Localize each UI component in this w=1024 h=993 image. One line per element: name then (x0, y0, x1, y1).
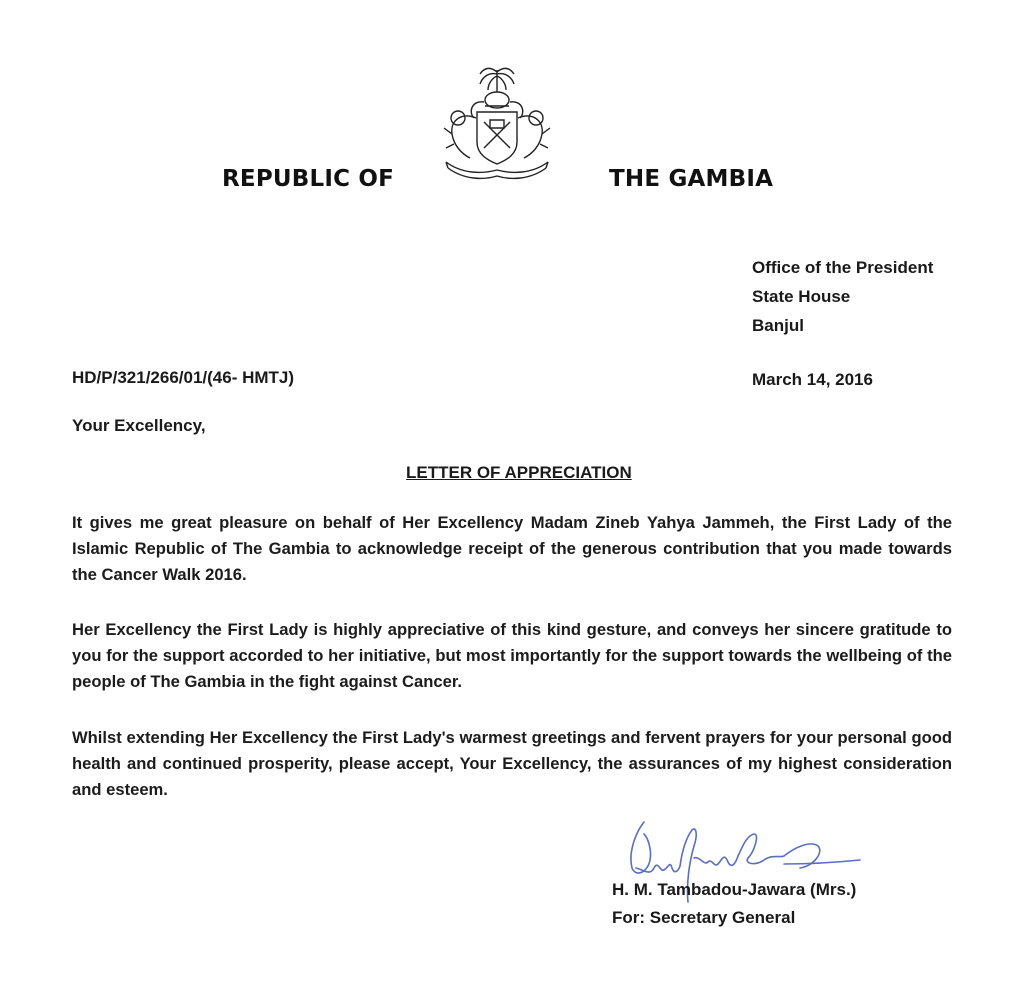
coat-of-arms-icon (432, 62, 562, 184)
reference-number: HD/P/321/266/01/(46- HMTJ) (72, 368, 295, 387)
signer-name: H. M. Tambadou-Jawara (Mrs.) (612, 880, 857, 899)
body-paragraph: Her Excellency the First Lady is highly appreciative of this kind gesture, and conveys her sincere gratitude to you for the support accorded to her initiative, but most importantly for the support towards the wellbeing of the people of The Gambia in the fight against Cancer. (72, 620, 952, 691)
office-line: State House (752, 287, 851, 306)
office-line: Banjul (752, 316, 804, 335)
signature-block (612, 876, 856, 932)
office-address (752, 253, 933, 340)
heading-republic-of: REPUBLIC OF (222, 166, 395, 192)
body-paragraph: Whilst extending Her Excellency the First Lady's warmest greetings and fervent prayers for your personal good health and continued prosperity, please accept, Your Excellency, the assurances of my highest consideration and esteem. (72, 728, 952, 799)
letter-subject: LETTER OF APPRECIATION (406, 463, 632, 482)
heading-the-gambia: THE GAMBIA (609, 166, 774, 192)
body-paragraph: It gives me great pleasure on behalf of Her Excellency Madam Zineb Yahya Jammeh, the First Lady of the Islamic Republic of The Gambia to acknowledge receipt of the generous contribution that you made towards the Cancer Walk 2016. (72, 513, 952, 584)
salutation: Your Excellency, (72, 416, 206, 435)
signer-title: For: Secretary General (612, 908, 796, 927)
letter-date: March 14, 2016 (752, 370, 873, 389)
office-line: Office of the President (752, 258, 934, 277)
